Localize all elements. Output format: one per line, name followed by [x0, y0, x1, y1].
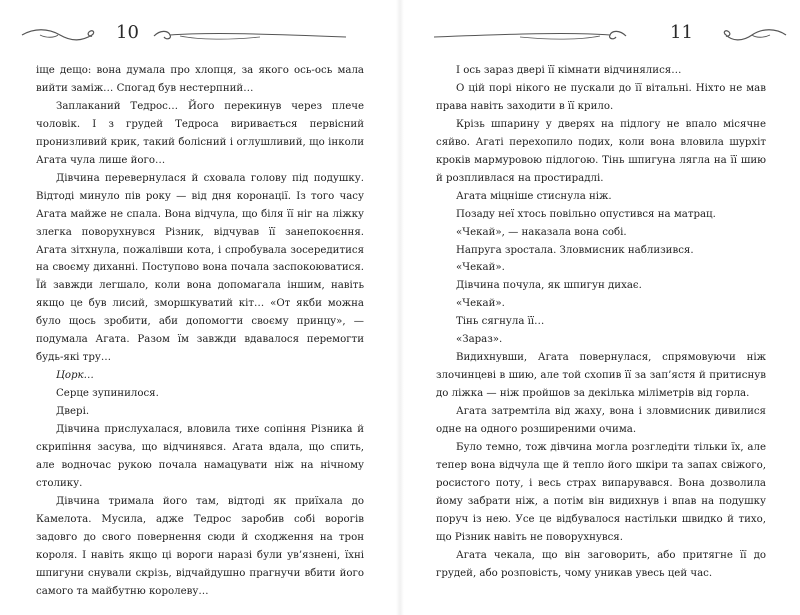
paragraph: Агата чекала, що він заговорить, або притягне її до грудей, або розповість, чому уникав увесь цей час.	[436, 549, 766, 579]
paragraph: Позаду неї хтось повільно опустився на матрац.	[456, 208, 716, 220]
paragraph: Цорк…	[56, 370, 94, 382]
paragraph: Крізь шпарину у дверях на підлогу не впало місячне сяйво. Агаті перехопило подих, коли вона вловила шурхіт кроків мармуровою підлогою. Тінь шпигуна лягла на її шию й розпливлася на простирадлі.	[436, 118, 766, 184]
flourish-ornament-icon	[20, 26, 100, 44]
paragraph: Серце зупинилося.	[56, 388, 159, 400]
paragraph: Агата міцніше стиснула ніж.	[456, 190, 612, 202]
flourish-ornament-icon	[718, 26, 788, 44]
left-page-text	[36, 62, 364, 601]
paragraph: Напруга зростала. Зловмисник наблизився.	[456, 244, 694, 256]
flourish-ornament-icon	[150, 26, 350, 44]
paragraph: Дівчина почула, як шпигун дихає.	[456, 280, 642, 292]
right-page	[400, 0, 800, 615]
paragraph: Видихнувши, Агата повернулася, спрямовуючи ніж злочинцеві в шию, але той схопив її за зап’ястя й притиснув до ліжка — ніж пройшов за декілька міліметрів від горла.	[436, 352, 766, 400]
paragraph: О цій порі нікого не пускали до її вітальні. Ніхто не мав права навіть заходити в її крило.	[436, 82, 766, 112]
paragraph: Дівчина прислухалася, вловила тихе сопіння Різника й скрипіння засува, що відчинявся. Агата вдала, що спить, але водночас рукою почала намацувати ніж на нічному столику.	[36, 424, 364, 489]
left-page-header	[20, 20, 380, 50]
paragraph: Було темно, тож дівчина могла розгледіти тільки їх, але тепер вона відчула ще й тепло його шкіри та запах свіжого, росистого поту, і весь страх випарувався. Вона дозволила йому забрати ніж, а потім він видихнув і впав на подушку поруч із нею. Усе це відбувалося настільки швидко й тихо, що Різник навіть не поворухнувся.	[436, 442, 766, 543]
paragraph: Тінь сягнула її…	[456, 316, 545, 328]
paragraph: Дівчина перевернулася й сховала голову під подушку. Відтоді минуло пів року — від дня коронації. Із того часу Агата майже не спала. Вона відчула, що біля її ніг на ліжку злегка поворухнувся Різник, відчував її занепокоєння. Агата зітхнула, пожалівши кота, і спробувала зосередитися на своєму диханні. Поступово вона почала заспокоюватися. Їй завжди легшало, коли вона допомагала іншим, навіть якщо це був лисий, зморшкуватий кіт… «От якби можна було щось зробити, аби допомогти своєму принцу», — подумала Агата. Разом їм завжди вдавалося перемогти будь-які тру…	[36, 172, 364, 364]
paragraph: Заплаканий Тедрос… Його перекинув через плече чоловік. І з грудей Тедроса виривається первісний пронизливий крик, такий болісний і оглушливий, що інколи Агата чула лише його…	[36, 100, 364, 166]
paragraph: «Чекай».	[456, 298, 505, 310]
paragraph: Дівчина тримала його там, відтоді як приїхала до Камелота. Мусила, адже Тедрос заробив собі ворогів задовго до свого повернення сюди й сходження на трон короля. І навіть якщо ці вороги наразі були ув’язнені, їхні шпигуни снували скрізь, відчайдушно прагнучи вбити його самого та майбутню королеву…	[36, 495, 364, 597]
paragraph: «Чекай».	[456, 262, 505, 274]
right-page-header	[430, 20, 780, 50]
page-number: 10	[116, 22, 139, 43]
paragraph: І ось зараз двері її кімнати відчинялися…	[456, 65, 682, 76]
paragraph: «Чекай», — наказала вона собі.	[456, 226, 627, 238]
paragraph: Агата затремтіла від жаху, вона і зловмисник дивилися одне на одного розширеними очима.	[436, 406, 766, 436]
paragraph: «Зараз».	[456, 334, 503, 346]
right-page-text	[436, 62, 766, 583]
page-number: 11	[670, 22, 693, 43]
paragraph: іще дещо: вона думала про хлопця, за якого ось-ось мала вийти заміж… Спогад був нестерпний…	[36, 65, 364, 94]
flourish-ornament-icon	[430, 26, 630, 44]
paragraph: Двері.	[56, 406, 90, 418]
